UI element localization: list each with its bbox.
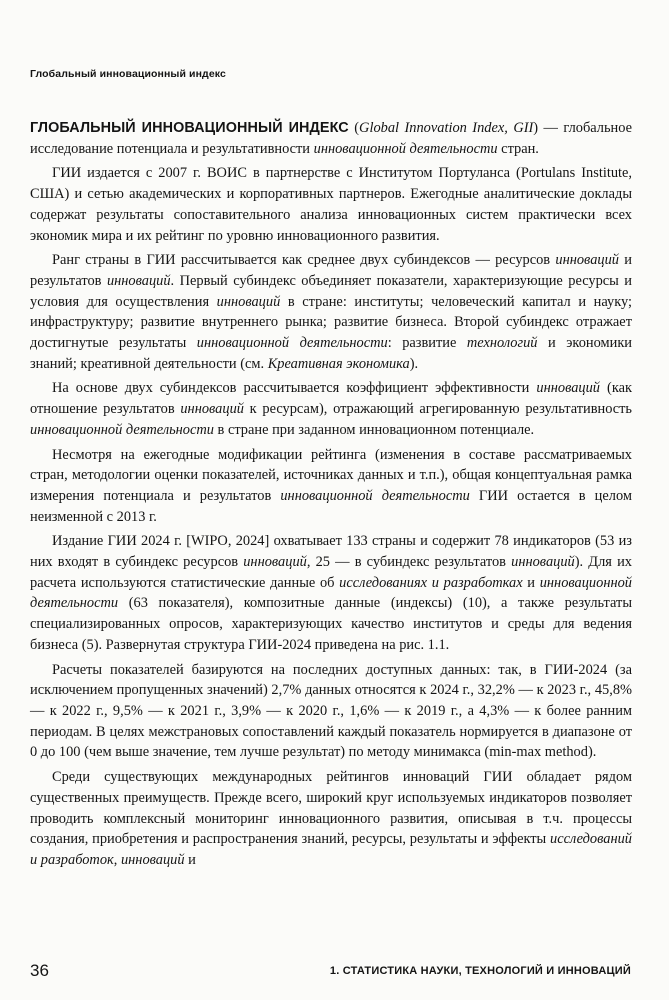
article-body bbox=[30, 118, 632, 875]
entry-term: ГЛОБАЛЬНЫЙ ИННОВАЦИОННЫЙ ИНДЕКС bbox=[30, 120, 349, 136]
cross-reference-link[interactable]: инновационной деятельности bbox=[30, 421, 214, 438]
paragraph-data-sources: Расчеты показателей базируются на последних доступных данных: так, в ГИИ-2024 (за исключением пропущенных значений) 2,7% данных относятся к 2024 г., 32,2% — к 2023 г., 45,8% — к 2022 г., 9,5% — к 2021 г., 3,9% — к 2020 г., 1,6% — к 2019 г., а 4,3% — к более ранним периодам. В целях межстрановых сопоставлений каждый показатель нормируется в диапазоне от 0 до 100 (чем выше значение, тем лучше результат) по методу минимакса (min-max method). bbox=[30, 661, 632, 761]
paragraph-advantages: Среди существующих международных рейтингов инноваций ГИИ обладает рядом существенных преимуществ. Прежде всего, широкий круг используемых индикаторов позволяет проводить комплексный мониторинг инновационного развития, описывая в т.ч. процессы создания, приобретения и распространения знаний, ресурсы, результаты и эффекты исследований и разработок, инноваций и bbox=[30, 769, 632, 868]
paragraph-history: ГИИ издается с 2007 г. ВОИС в партнерстве с Институтом Портуланса (Portulans Institute, США) и сетью академических и корпоративных партнеров. Ежегодные аналитические доклады содержат результаты сопоставительного анализа инновационных систем практически всех экономик мира и их рейтинг по уровню инновационного развития. bbox=[30, 165, 632, 244]
cross-reference-link[interactable]: исследованиях и разработках bbox=[339, 574, 523, 591]
paragraph-structure: Издание ГИИ 2024 г. [WIPO, 2024] охватывает 133 страны и содержит 78 индикаторов (53 из них входят в субиндекс ресурсов инноваций, 25 — в субиндекс результатов инноваций). Для их расчета используются статистические данные об исследованиях и разработках и инновационной деятельности (63 показателя), композитные данные (индексы) (10), а также результаты специализированных опросов, характеризующих качество институтов и среды для ведения бизнеса (5). Развернутая структура ГИИ-2024 приведена на рис. 1.1. bbox=[30, 533, 632, 653]
cross-reference-link[interactable]: инноваций bbox=[536, 380, 601, 397]
cross-reference-link[interactable]: инновационной деятельности bbox=[30, 574, 632, 612]
section-title-footer: 1. СТАТИСТИКА НАУКИ, ТЕХНОЛОГИЙ И ИННОВАЦИЙ bbox=[329, 965, 631, 977]
cross-reference-link[interactable]: инновационной деятельности bbox=[313, 140, 498, 157]
entry-definition: ГЛОБАЛЬНЫЙ ИННОВАЦИОННЫЙ ИНДЕКС (Global Innovation Index, GII) — глобальное исследование потенциала и результативности инновационной деятельности стран. bbox=[30, 120, 632, 157]
paragraph-efficiency: На основе двух субиндексов рассчитывается коэффициент эффективности инноваций (как отношение результатов инноваций к ресурсам), отражающий агрегированную результативность инновационной деятельности в стране при заданном инновационном потенциале. bbox=[30, 380, 632, 438]
cross-reference-link[interactable]: инноваций bbox=[243, 554, 307, 571]
cross-reference-link[interactable]: инноваций bbox=[120, 851, 185, 868]
cross-reference-link[interactable]: инноваций bbox=[216, 293, 281, 310]
cross-reference-link[interactable]: инноваций bbox=[106, 272, 171, 289]
cross-reference-link[interactable]: инноваций bbox=[555, 252, 619, 269]
cross-reference-link[interactable]: технологий bbox=[466, 335, 538, 352]
cross-reference-link[interactable]: Креативная экономика bbox=[267, 355, 410, 372]
page-number: 36 bbox=[30, 961, 49, 980]
cross-reference-link[interactable]: исследований и разработок bbox=[30, 831, 632, 868]
cross-reference-link[interactable]: инноваций bbox=[180, 401, 244, 418]
cross-reference-link[interactable]: инноваций bbox=[511, 554, 575, 571]
entry-term-english: Global Innovation Index, GII bbox=[359, 120, 534, 136]
paragraph-ranking: Ранг страны в ГИИ рассчитывается как среднее двух субиндексов — ресурсов инноваций и результатов инноваций. Первый субиндекс объединяет показатели, характеризующие ресурсы и условия для осуществления инноваций в стране: институты; человеческий капитал и науку; инфраструктуру; развитие внутреннего рынка; развитие бизнеса. Второй субиндекс отражает достигнутые результаты инновационной деятельности: развитие технологий и экономики знаний; креативной деятельности (см. Креативная экономика). bbox=[30, 252, 633, 372]
cross-reference-link[interactable]: инновационной деятельности bbox=[280, 487, 470, 504]
cross-reference-link[interactable]: инновационной деятельности bbox=[196, 335, 388, 352]
paragraph-framework: Несмотря на ежегодные модификации рейтинга (изменения в составе рассматриваемых стран, методологии оценки показателей, источниках данных и т.п.), общая концептуальная рамка измерения потенциала и результатов инновационной деятельности ГИИ остается в целом неизменной с 2013 г. bbox=[30, 446, 632, 525]
running-header: Глобальный инновационный индекс bbox=[30, 68, 226, 80]
